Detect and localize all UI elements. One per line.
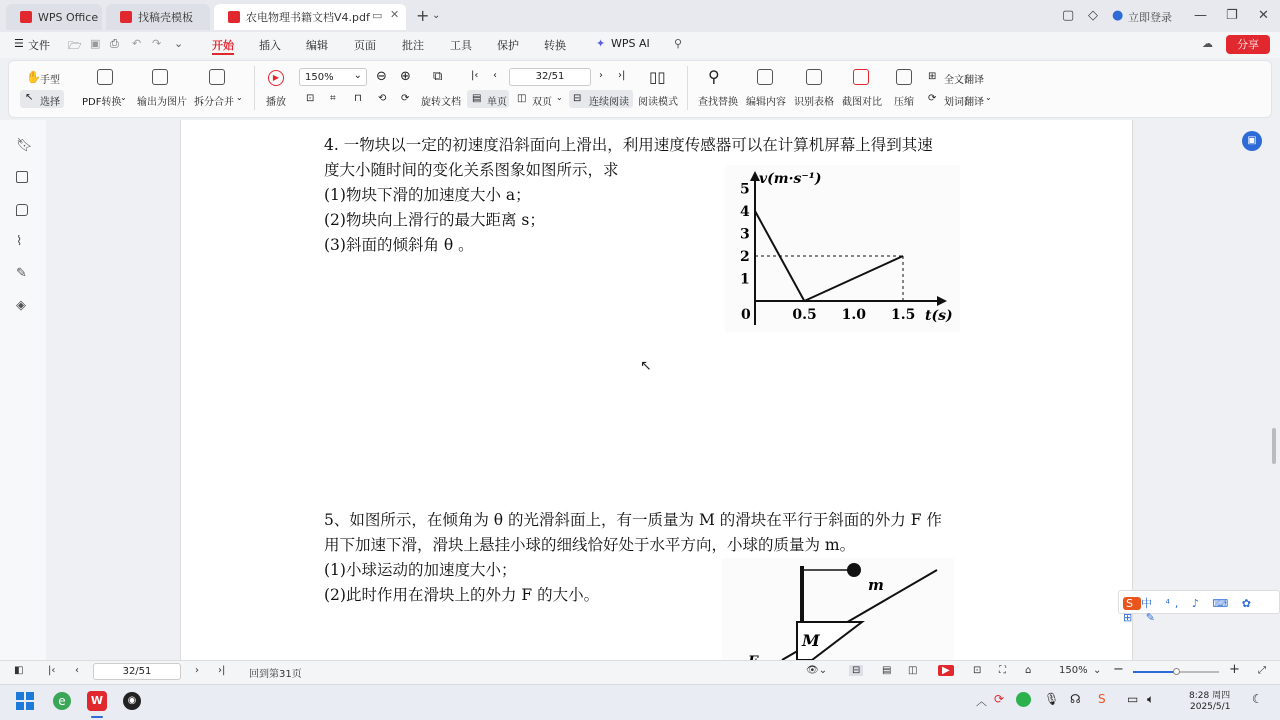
single-view-icon[interactable]: ▤: [882, 665, 892, 676]
clock-date[interactable]: 2025/5/1: [1190, 702, 1231, 712]
y-tick-label: 1: [740, 271, 750, 288]
continuous-read-icon: ⊟: [573, 93, 582, 104]
q5-part2: (2)此时作用在滑块上的外力 F 的大小。: [324, 586, 600, 604]
q5-line1: 5、如图所示，在倾角为 θ 的光滑斜面上，有一质量为 M 的滑块在平行于斜面的外力 F 作: [324, 511, 942, 529]
wps-ai-icon: ✦: [596, 37, 606, 50]
zoom-slider-fill: [1133, 671, 1176, 673]
q4-line1: 4. 一物块以一定的初速度沿斜面向上滑出，利用速度传感器可以在计算机屏幕上得到其速: [324, 136, 933, 154]
last-page-icon[interactable]: ›|: [618, 70, 626, 81]
ime-toolbar[interactable]: S 中 ⁴, ♪ ⌨ ✿ ⊞ ✎: [1118, 590, 1280, 614]
screenshot-compare-icon: [853, 69, 869, 85]
y-tick-label: 2: [740, 249, 750, 265]
mass-M-label: M: [802, 631, 820, 650]
fit-width-icon[interactable]: ⊡: [973, 665, 982, 676]
compress-button[interactable]: 压缩: [894, 97, 914, 108]
select-tool-label: 选择: [40, 97, 60, 108]
page-number-value: 32/51: [535, 71, 565, 82]
play-button[interactable]: 播放: [266, 97, 286, 108]
tab-pdf-document[interactable]: [214, 4, 406, 30]
attachment-icon[interactable]: ⌇: [16, 234, 23, 249]
first-page-icon[interactable]: |‹: [48, 665, 56, 676]
q4-part2: (2)物块向上滑行的最大距离 s；: [324, 211, 545, 229]
crop-icon[interactable]: ⌗: [330, 93, 336, 104]
zoom-in-icon[interactable]: +: [1229, 662, 1240, 677]
rotate-right-icon[interactable]: ⟳: [401, 93, 410, 104]
select-cursor-icon: ↖: [25, 92, 34, 103]
word-translate-icon: ⟳: [928, 93, 937, 104]
q5-line2: 用下加速下滑，滑块上悬挂小球的细线恰好处于水平方向，小球的质量为 m。: [324, 536, 856, 554]
chevron-down-icon: ⌄: [985, 93, 992, 102]
tray-chevron-icon[interactable]: ︿: [976, 695, 987, 708]
menu-comment[interactable]: 批注: [402, 39, 424, 52]
edge-browser-icon[interactable]: e: [53, 692, 71, 710]
read-mode-book-icon: ▯▯: [649, 68, 666, 86]
login-link[interactable]: 立即登录: [1128, 11, 1172, 24]
mass-m-label: m: [868, 576, 884, 594]
windows-taskbar: [0, 684, 1280, 720]
chevron-down-icon: ⌄: [236, 93, 243, 102]
prev-page-icon[interactable]: ‹: [75, 665, 79, 676]
rotate-left-icon[interactable]: ⟲: [378, 93, 387, 104]
single-page-icon: ▤: [472, 93, 482, 104]
menu-protect[interactable]: 保护: [497, 39, 519, 52]
menu-tools[interactable]: 工具: [450, 39, 472, 52]
edit-content-button[interactable]: 编辑内容: [746, 97, 786, 108]
menu-page[interactable]: 页面: [354, 39, 376, 52]
continuous-read-label: 连续阅读: [589, 97, 629, 108]
y-tick-label: 4: [740, 204, 750, 220]
windows-start-icon[interactable]: [16, 692, 34, 710]
user-avatar-icon[interactable]: ●: [1112, 8, 1124, 23]
velocity-time-graph: [725, 165, 960, 332]
actual-size-icon[interactable]: ⊡: [306, 93, 315, 104]
clock-time[interactable]: 8:28 周四: [1189, 691, 1231, 701]
word-translate-button[interactable]: 划词翻译: [944, 97, 984, 108]
next-page-icon[interactable]: ›: [195, 665, 199, 676]
full-translate-icon: ⊞: [928, 71, 937, 82]
document-page: [180, 120, 1133, 660]
x-tick-label: 0: [741, 307, 751, 323]
wps-logo-icon: [20, 11, 32, 23]
menu-edit[interactable]: 编辑: [306, 39, 328, 52]
q4-part3: (3)斜面的倾斜角 θ 。: [324, 236, 474, 254]
fit-page-icon[interactable]: ⧉: [433, 69, 443, 84]
double-page-button[interactable]: 双页: [532, 97, 552, 108]
menu-start[interactable]: 开始: [212, 39, 234, 52]
redo-icon[interactable]: ↷: [152, 37, 162, 50]
zoom-out-icon[interactable]: ⊖: [376, 69, 387, 84]
more-chevron-icon[interactable]: ⌄: [174, 37, 184, 50]
tab-label: 农电物理书籍文档V4.pdf: [246, 11, 370, 24]
hand-tool-button[interactable]: 手型: [40, 75, 60, 86]
x-tick-label: 0.5: [792, 307, 817, 323]
share-label: 分享: [1237, 38, 1259, 51]
minimize-icon[interactable]: —: [1194, 8, 1207, 23]
single-page-label: 单页: [487, 97, 507, 108]
chevron-down-icon: ⌄: [353, 70, 362, 81]
continuous-view-icon[interactable]: ⊟: [849, 665, 863, 676]
screenshot-compare-button[interactable]: 截图对比: [842, 97, 882, 108]
zoom-slider-handle[interactable]: [1173, 668, 1180, 675]
fullscreen-icon[interactable]: ⌂: [1025, 665, 1032, 676]
pdf-convert-button[interactable]: PDF转换: [82, 97, 122, 108]
microphone-icon[interactable]: 🎙︎: [1044, 692, 1060, 706]
obs-icon[interactable]: ◉: [123, 692, 141, 710]
left-sidebar: [0, 120, 46, 660]
notification-icon[interactable]: ☾: [1252, 692, 1263, 706]
template-icon: [120, 11, 132, 23]
menu-icon[interactable]: ☰: [14, 37, 24, 50]
undo-icon[interactable]: ↶: [132, 37, 142, 50]
active-menu-underline: [212, 53, 234, 55]
read-mode-button[interactable]: 阅读模式: [638, 97, 678, 108]
sogou-icon: S: [1123, 597, 1141, 610]
fit-width-icon[interactable]: ⊓: [354, 93, 362, 104]
rotate-document-button[interactable]: 旋转文档: [421, 97, 461, 108]
tab-template[interactable]: [106, 4, 210, 30]
restore-icon[interactable]: ❐: [1226, 8, 1238, 23]
tab-label: 找稿壳模板: [138, 11, 193, 24]
sidebar-toggle-icon[interactable]: ◧: [14, 665, 24, 676]
recognize-table-icon: [806, 69, 822, 85]
split-merge-button[interactable]: 拆分合并: [194, 97, 234, 108]
zoom-in-icon[interactable]: ⊕: [400, 69, 411, 84]
prev-page-icon[interactable]: ‹: [493, 70, 497, 81]
window-switch-icon[interactable]: ▢: [1062, 8, 1075, 23]
find-replace-button[interactable]: 查找替换: [698, 97, 738, 108]
y-ticks: [740, 182, 750, 288]
volume-icon[interactable]: 🔈︎: [1147, 692, 1155, 706]
page-number-input[interactable]: [509, 68, 591, 86]
split-merge-icon: [209, 69, 225, 85]
zoom-select[interactable]: [299, 68, 367, 86]
first-page-icon[interactable]: |‹: [471, 70, 479, 81]
y-axis-label: v(m·s⁻¹): [759, 171, 822, 187]
chevron-down-icon: ⌄: [556, 93, 563, 102]
thumbnail-icon[interactable]: [16, 171, 28, 183]
menu-insert[interactable]: 插入: [259, 39, 281, 52]
zoom-out-icon[interactable]: −: [1113, 662, 1124, 677]
ai-assistant-button[interactable]: ▣: [1242, 131, 1262, 151]
play-icon: ▶: [268, 70, 284, 86]
small-ball: [847, 563, 861, 577]
new-tab-icon[interactable]: +: [416, 6, 430, 25]
tab-list-chevron-icon[interactable]: ⌄: [432, 10, 441, 21]
comment-icon[interactable]: [16, 204, 28, 216]
x-axis-label: t(s): [925, 308, 953, 324]
compress-icon: [896, 69, 912, 85]
last-page-icon[interactable]: ›|: [218, 665, 226, 676]
sync-icon[interactable]: ⟳: [994, 692, 1005, 706]
full-translate-button[interactable]: 全文翻译: [944, 75, 984, 86]
menu-convert[interactable]: 转换: [544, 39, 566, 52]
diagram-background: [722, 558, 954, 660]
export-image-icon: [152, 69, 168, 85]
monitor-icon[interactable]: ▭: [372, 9, 383, 22]
x-tick-label: 1.0: [841, 307, 867, 323]
x-tick-label: 1.5: [891, 307, 916, 323]
q4-part1: (1)物块下滑的加速度大小 a；: [324, 186, 531, 204]
save-icon[interactable]: ▣: [90, 37, 101, 50]
wechat-icon[interactable]: [1016, 692, 1031, 707]
hand-tool-icon: ✋: [26, 70, 41, 84]
layers-icon[interactable]: ◈: [16, 298, 26, 313]
tab-label: WPS Office: [38, 10, 99, 24]
incline-diagram: [722, 558, 954, 660]
bookmark-icon[interactable]: 🔖︎: [16, 138, 33, 153]
back-to-page-link[interactable]: 回到第31页: [249, 669, 302, 680]
play-slideshow-icon[interactable]: ▶: [938, 665, 954, 676]
menu-wps-ai[interactable]: WPS AI: [611, 37, 650, 50]
vertical-scrollbar-thumb[interactable]: [1272, 428, 1276, 464]
mouse-cursor-icon: ↖: [640, 358, 652, 374]
fit-page-icon[interactable]: ⛶: [999, 665, 1006, 676]
ribbon-divider: [254, 66, 255, 110]
tab-wps-office[interactable]: [6, 4, 102, 30]
chevron-down-icon: ⌄: [120, 93, 127, 102]
recognize-table-button[interactable]: 识别表格: [794, 97, 834, 108]
chevron-down-icon[interactable]: ⌄: [1093, 665, 1102, 676]
status-page-input[interactable]: [93, 663, 181, 680]
voice-icon[interactable]: ☊: [1070, 692, 1081, 706]
y-tick-label: 3: [740, 226, 750, 243]
print-icon[interactable]: ⎙: [110, 37, 119, 50]
signature-icon[interactable]: ✎: [16, 266, 27, 281]
ribbon-toolbar: [8, 60, 1272, 118]
export-image-button[interactable]: 输出为图片: [137, 97, 187, 108]
pdf-icon: [228, 11, 240, 23]
close-window-icon[interactable]: ✕: [1258, 8, 1269, 23]
fit-window-icon[interactable]: ⤢: [1258, 665, 1266, 676]
eye-protection-icon[interactable]: 👁︎⌄: [806, 665, 828, 676]
y-tick-label: 5: [740, 181, 750, 198]
pdf-convert-icon: [97, 69, 113, 85]
edit-content-icon: [757, 69, 773, 85]
close-tab-icon[interactable]: ✕: [390, 8, 400, 21]
q5-part1: (1)小球运动的加速度大小；: [324, 561, 517, 579]
find-replace-icon: ⚲: [708, 67, 720, 86]
q4-line2: 度大小随时间的变化关系图象如图所示，求: [324, 161, 619, 179]
ribbon-divider: [687, 66, 688, 110]
zoom-value: 150%: [305, 72, 334, 83]
tab-bar: [0, 0, 1280, 32]
menu-file[interactable]: 文件: [28, 39, 50, 52]
next-page-icon[interactable]: ›: [599, 70, 603, 81]
display-icon[interactable]: ▭: [1127, 692, 1139, 706]
double-view-icon[interactable]: ◫: [908, 665, 918, 676]
status-page-value: 32/51: [122, 666, 152, 677]
cloud-upload-icon[interactable]: ☁: [1202, 37, 1213, 50]
double-page-icon: ◫: [517, 93, 527, 104]
cube-icon[interactable]: ◇: [1088, 8, 1098, 23]
active-app-indicator: [91, 716, 103, 718]
share-button[interactable]: [1226, 35, 1270, 54]
open-folder-icon[interactable]: 🗁: [68, 39, 82, 52]
wps-taskbar-icon[interactable]: W: [87, 691, 107, 711]
search-icon[interactable]: ⚲: [674, 37, 683, 50]
status-bar: [0, 660, 1280, 684]
status-zoom-value[interactable]: 150%: [1059, 665, 1088, 676]
sogou-tray-icon[interactable]: S: [1098, 692, 1106, 706]
